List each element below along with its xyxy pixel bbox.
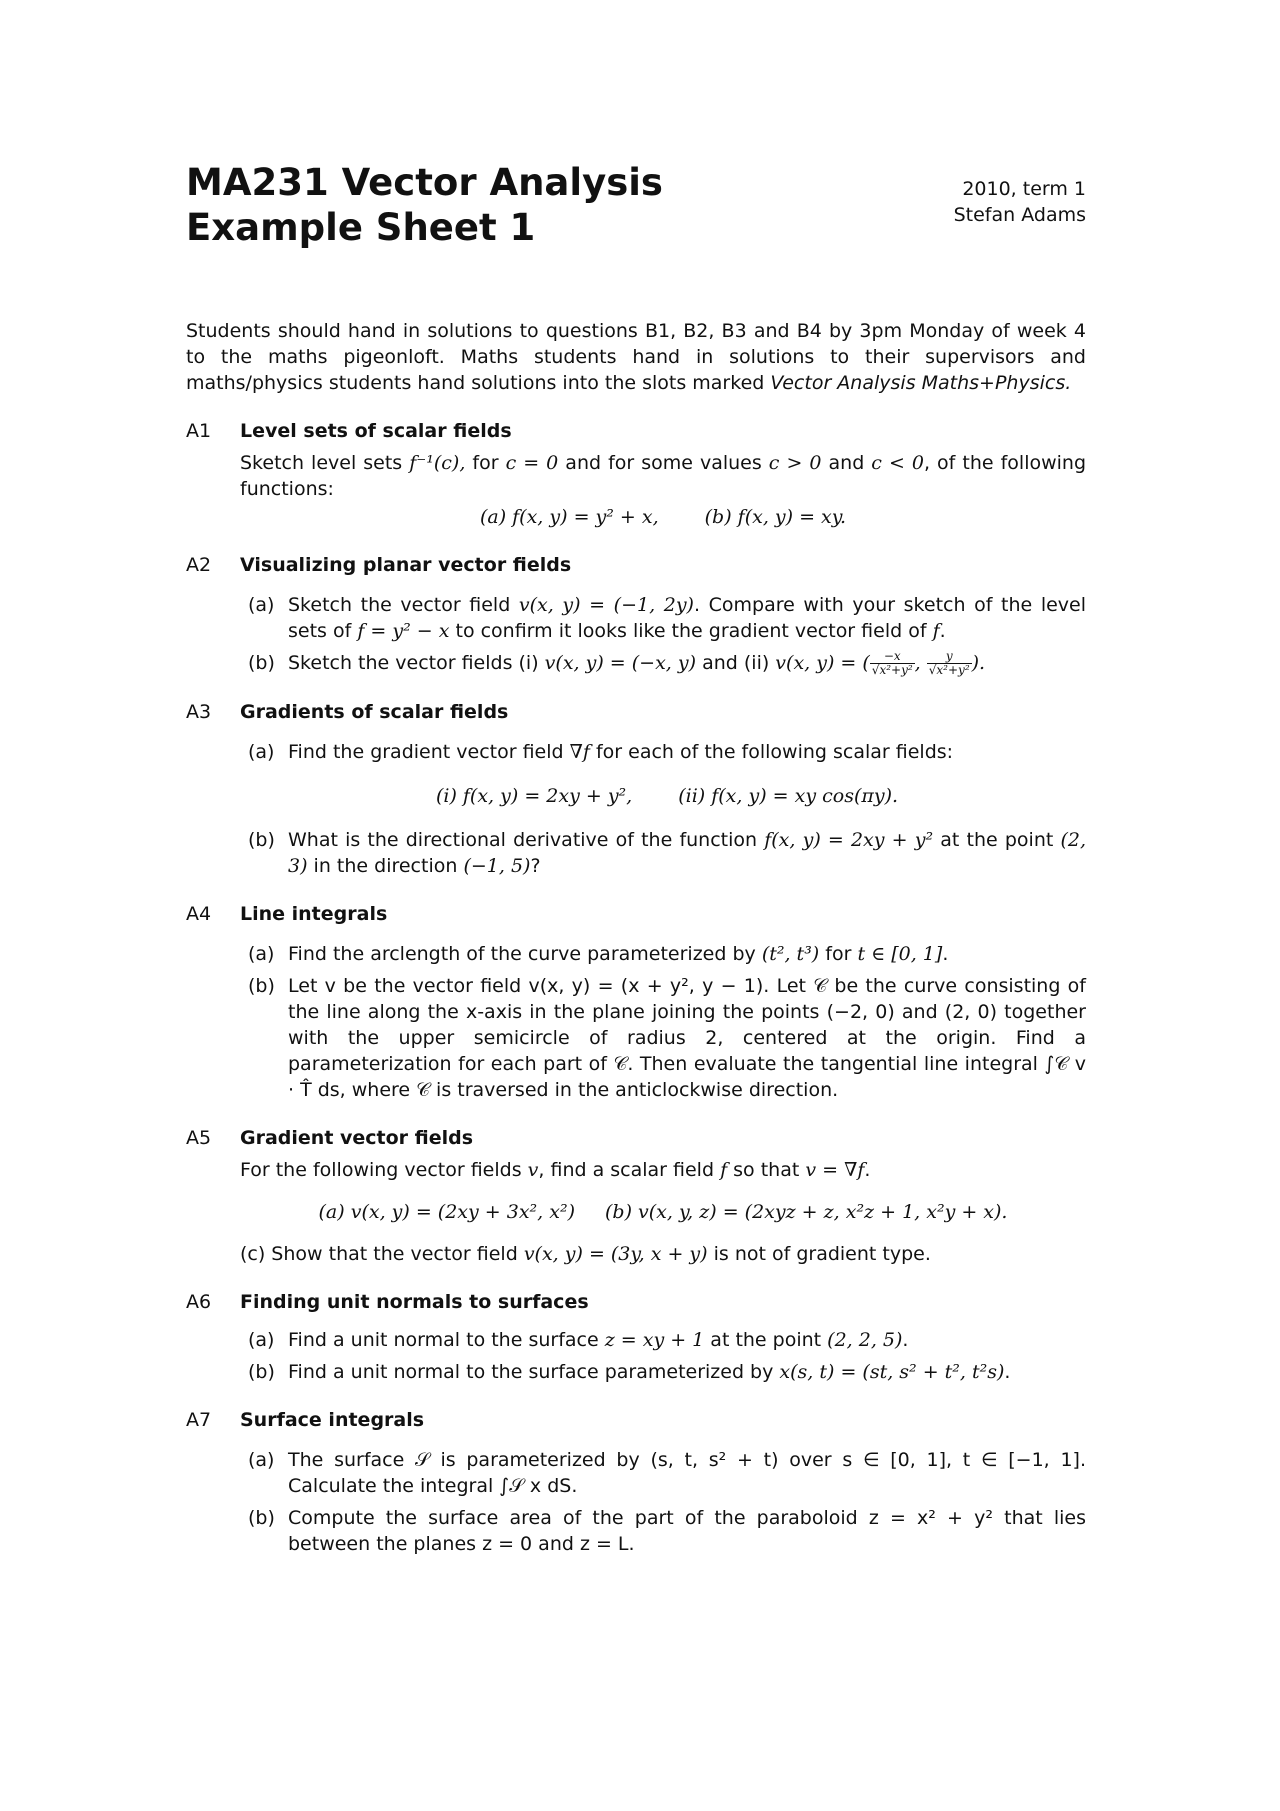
body-text: Find the gradient vector field	[288, 741, 570, 763]
body-text: .	[902, 1329, 909, 1351]
list-item	[248, 739, 1086, 765]
math: x(s, t) = (st, s² + t², t²s)	[779, 1361, 1005, 1383]
title-line-2: Example Sheet 1	[186, 206, 536, 249]
section-a4	[186, 901, 1086, 1103]
section-body	[248, 941, 1086, 1103]
body-text: Find a unit normal to the surface parameterized by	[288, 1361, 780, 1383]
body-text: is not of gradient type.	[707, 1243, 931, 1265]
math: v(x, y) = (−1, 2y)	[518, 594, 694, 616]
display-equation	[248, 783, 1086, 809]
item-label: (a)	[248, 943, 275, 965]
section-title: Gradients of scalar fields	[240, 701, 509, 723]
equation-b: (b) v(x, y, z) = (2xyz + z, x²z + 1, x²y + x).	[605, 1201, 1008, 1223]
section-title: Line integrals	[240, 903, 388, 925]
body-text: Find the arclength of the curve parameterized by	[288, 943, 762, 965]
body-text: (c) Show that the vector field	[240, 1243, 524, 1265]
math: t ∈ [0, 1]	[857, 943, 943, 965]
item-text: The surface 𝒮 is parameterized by (s, t, s² + t) over s ∈ [0, 1], t ∈ [−1, 1]. Calculate the integral ∫𝒮 x dS.	[288, 1449, 1086, 1497]
math: (2, 2, 5)	[827, 1329, 903, 1351]
section-number: A1	[186, 420, 212, 442]
math: c < 0	[871, 452, 924, 474]
section-body	[248, 1327, 1086, 1385]
item-label: (b)	[248, 1361, 275, 1383]
item-label: (b)	[248, 1507, 275, 1529]
section-title: Visualizing planar vector fields	[240, 554, 572, 576]
body-text: , find a scalar field	[538, 1159, 721, 1181]
section-body	[248, 592, 1086, 677]
math: ∇f	[569, 741, 590, 763]
body-text: for	[819, 943, 858, 965]
list-item	[248, 1505, 1086, 1557]
list-item	[248, 973, 1086, 1103]
math: v	[527, 1159, 539, 1181]
body-text: , of the following functions:	[240, 452, 1087, 500]
intro-paragraph	[186, 318, 1086, 396]
item-label: (a)	[248, 1449, 275, 1471]
math: f = y² − x	[357, 620, 450, 642]
body-text: .	[942, 943, 949, 965]
body-text: Sketch level sets	[240, 452, 410, 474]
numerator: y	[927, 650, 972, 664]
equation-b: (b) f(x, y) = xy.	[704, 506, 847, 528]
math: v = ∇f	[805, 1159, 865, 1181]
section-number: A7	[186, 1409, 212, 1431]
equation-a: (a) v(x, y) = (2xy + 3x², x²)	[318, 1201, 575, 1223]
item-text: Let v be the vector field v(x, y) = (x + y², y − 1). Let 𝒞 be the curve consisting of the line along the x-axis in the plane joining the points (−2, 0) and (2, 0) together with the upper semicircle of radius 2, centered at the origin. Find a parameterization for each part of 𝒞. Then evaluate the tangential line integral ∫𝒞 v · T̂ ds, where 𝒞 is traversed in the anticlockwise direction.	[288, 975, 1086, 1101]
body-text: for	[472, 452, 506, 474]
math: f	[932, 620, 940, 642]
math: (2, 3)	[288, 829, 1087, 877]
math: z = xy + 1	[604, 1329, 705, 1351]
header	[186, 160, 1086, 260]
display-equation	[240, 1199, 1086, 1225]
section-a5	[186, 1125, 1086, 1267]
denominator: √x²+y²	[928, 663, 970, 677]
equation-ii: (ii) f(x, y) = xy cos(πy).	[678, 785, 899, 807]
section-number: A5	[186, 1127, 212, 1149]
math: f	[720, 1159, 728, 1181]
math: (−1, 5)	[463, 855, 531, 877]
item-label: (a)	[248, 594, 275, 616]
list-item: (b) Sketch the vector fields (i) v(x, y) = (−x, y) and (ii) v(x, y) = ( $\frac{-x}{\text{√x²+y²}}$ , $\frac{y}{\text{√x²+y²}}$ ).	[248, 649, 986, 677]
page-title	[186, 160, 1086, 250]
body-text: .	[864, 1159, 871, 1181]
body-text: and	[821, 452, 872, 474]
item-label: (b)	[248, 975, 275, 997]
section-body	[240, 450, 1086, 530]
body-text: Sketch the vector field	[288, 594, 519, 616]
section-a2	[186, 552, 1086, 677]
math: ).	[971, 652, 986, 674]
item-label: (b)	[248, 652, 275, 674]
body-text: for each of the following scalar fields:	[589, 741, 954, 763]
body-text: so that	[727, 1159, 806, 1181]
body-text: at the point	[704, 1329, 828, 1351]
denominator: √x²+y²	[871, 663, 913, 677]
section-number: A4	[186, 903, 212, 925]
body-text: What is the directional derivative of the function	[288, 829, 765, 851]
term-label: 2010, term 1	[962, 178, 1086, 200]
body-text: For the following vector fields	[240, 1159, 528, 1181]
math: f(x, y) = 2xy + y²	[764, 829, 934, 851]
section-title: Surface integrals	[240, 1409, 425, 1431]
math: f⁻¹(c),	[409, 452, 473, 474]
section-body	[248, 739, 1086, 879]
body-text: to confirm it looks like the gradient vector field of	[449, 620, 933, 642]
numerator: −x	[870, 650, 915, 664]
item-text: Compute the surface area of the part of the paraboloid z = x² + y² that lies between the planes z = 0 and z = L.	[288, 1507, 1086, 1555]
body-text: .	[1004, 1361, 1011, 1383]
fraction	[927, 650, 972, 677]
section-body	[248, 1447, 1086, 1557]
section-title: Finding unit normals to surfaces	[240, 1291, 589, 1313]
math: v(x, y) = (	[775, 652, 870, 674]
math: c > 0	[768, 452, 822, 474]
math: (t², t³)	[761, 943, 820, 965]
body-text: ?	[530, 855, 541, 877]
equation-a: (a) f(x, y) = y² + x,	[479, 506, 659, 528]
author-label: Stefan Adams	[953, 204, 1086, 226]
section-title: Gradient vector fields	[240, 1127, 474, 1149]
math: v(x, y) = (−x, y)	[544, 652, 697, 674]
list-item	[248, 827, 1086, 879]
title-line-1: MA231 Vector Analysis	[186, 161, 663, 204]
list-item	[248, 1359, 1086, 1385]
body-text: and for some values	[558, 452, 769, 474]
body-text: .	[939, 620, 946, 642]
fraction	[870, 650, 915, 677]
body-text: Sketch the vector fields (i)	[288, 652, 545, 674]
math: v(x, y) = (3y, x + y)	[523, 1243, 708, 1265]
list-item	[248, 1447, 1086, 1499]
body-text: in the direction	[307, 855, 464, 877]
section-title: Level sets of scalar fields	[240, 420, 512, 442]
display-equation	[240, 504, 1086, 530]
body-text: at the point	[933, 829, 1061, 851]
math: c = 0	[505, 452, 559, 474]
header-meta	[954, 176, 1086, 228]
list-item	[248, 1327, 1086, 1353]
intro-text: Students should hand in solutions to questions B1, B2, B3 and B4 by 3pm Monday of week 4 to the maths pigeonloft. Maths students hand in solutions to their supervisors and maths/physics students hand solutions into the slots marked	[186, 320, 1086, 394]
section-body	[240, 1157, 1086, 1267]
section-a6	[186, 1289, 1086, 1385]
section-a1	[186, 418, 1086, 530]
intro-italic: Vector Analysis Maths+Physics.	[770, 372, 1072, 394]
item-label: (b)	[248, 829, 275, 851]
section-number: A3	[186, 701, 212, 723]
section-number: A6	[186, 1291, 212, 1313]
section-number: A2	[186, 554, 212, 576]
item-label: (a)	[248, 741, 275, 763]
list-item	[248, 941, 1086, 967]
item-label: (a)	[248, 1329, 275, 1351]
list-item	[248, 592, 1086, 644]
section-a3	[186, 699, 1086, 879]
section-a7	[186, 1407, 1086, 1557]
body-text: . Compare with your sketch of the level sets of	[288, 594, 1087, 642]
example-sheet-page	[186, 160, 1086, 1557]
body-text: Find a unit normal to the surface	[288, 1329, 605, 1351]
equation-i: (i) f(x, y) = 2xy + y²,	[435, 785, 633, 807]
body-text: and (ii)	[696, 652, 776, 674]
